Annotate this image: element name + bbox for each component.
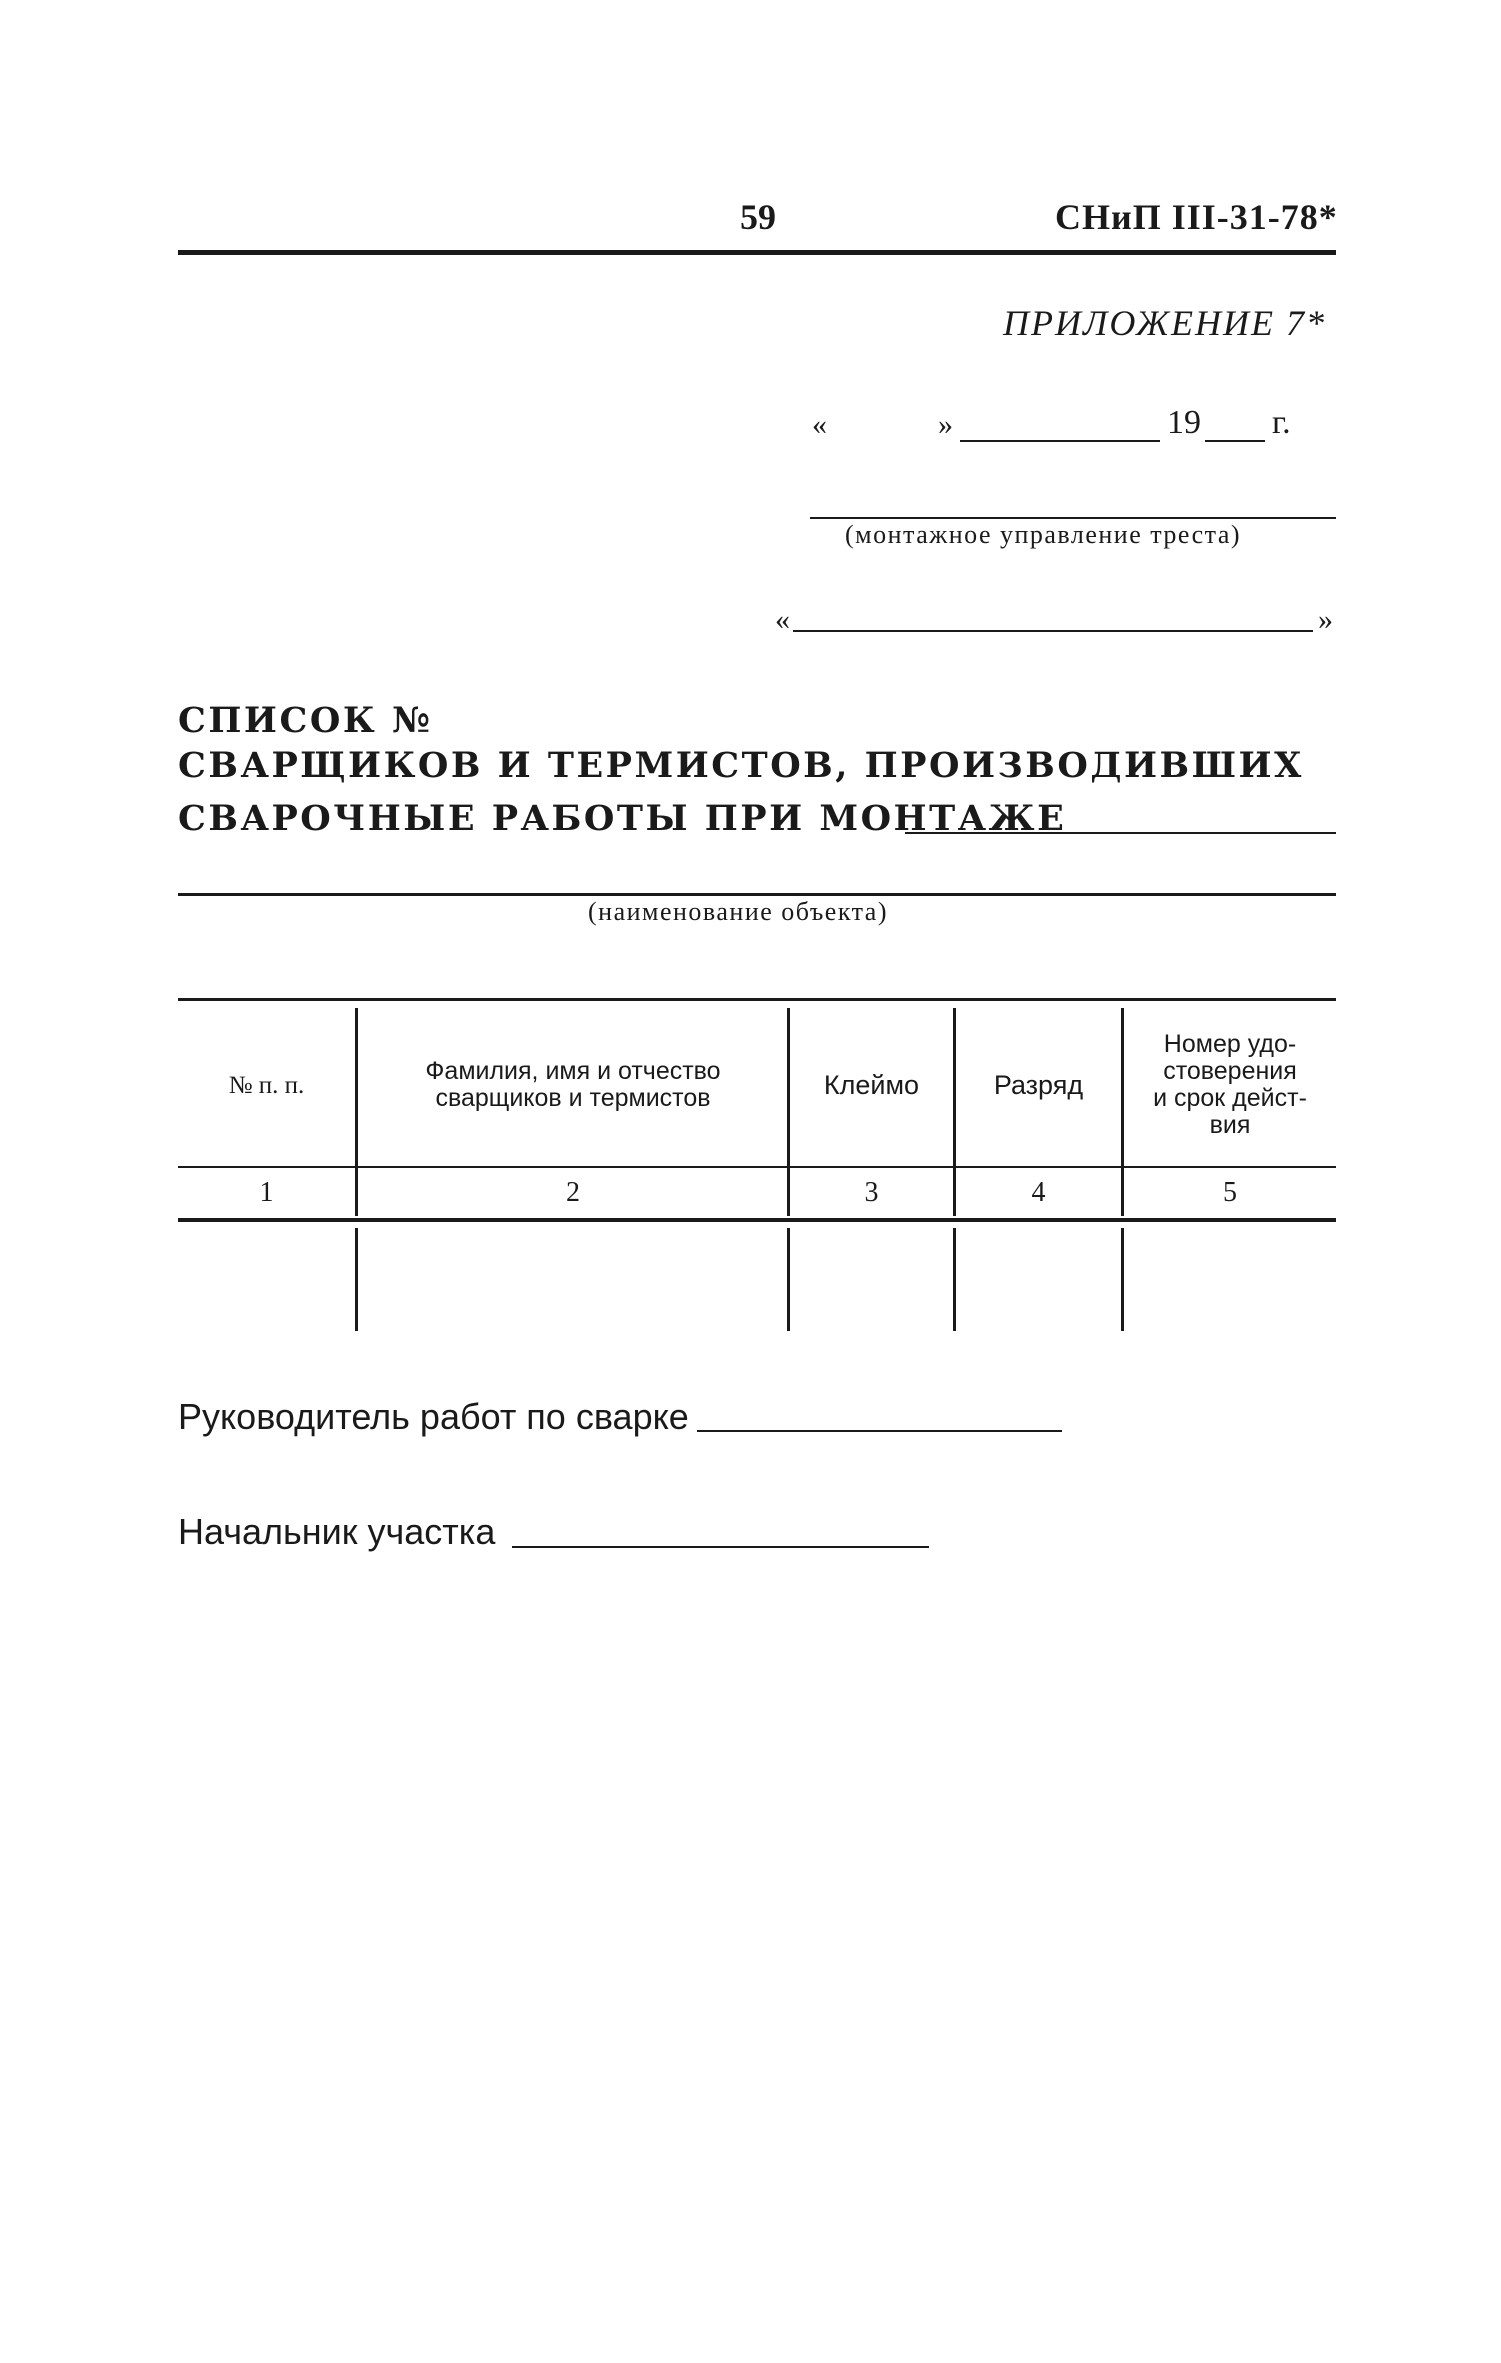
- date-close-quote: »: [938, 408, 953, 441]
- title-line-2: СВАРЩИКОВ И ТЕРМИСТОВ, ПРОИЗВОДИВШИХ: [178, 745, 1304, 786]
- column-number-5: 5: [1223, 1177, 1237, 1208]
- appendix-label: ПРИЛОЖЕНИЕ 7*: [1003, 303, 1326, 343]
- organization-blank[interactable]: [810, 517, 1336, 519]
- header-full-name: [358, 1005, 788, 1165]
- date-year-suffix: г.: [1272, 404, 1291, 441]
- header-certificate-line-3: и срок дейст-: [1153, 1084, 1307, 1112]
- trust-close-quote: »: [1318, 603, 1333, 636]
- table-body-divider-3: [953, 1228, 956, 1331]
- site-chief-label: Начальник участка: [178, 1511, 496, 1552]
- object-name-blank[interactable]: [178, 893, 1336, 896]
- table-numbers-rule: [178, 1218, 1336, 1222]
- column-number-2: 2: [566, 1177, 580, 1208]
- header-grade: Разряд: [993, 1069, 1084, 1100]
- column-number-4: 4: [1031, 1177, 1046, 1208]
- title-line-3: СВАРОЧНЫЕ РАБОТЫ ПРИ МОНТАЖЕ: [178, 798, 1067, 839]
- welding-manager-signature-line[interactable]: [697, 1430, 1062, 1432]
- welding-manager-label: Руководитель работ по сварке: [178, 1396, 689, 1437]
- header-full-name-line-2: сварщиков и термистов: [435, 1084, 711, 1112]
- trust-name-blank[interactable]: [793, 630, 1313, 632]
- column-number-3: 3: [864, 1177, 879, 1208]
- trust-open-quote: «: [775, 603, 790, 636]
- header-certificate-line-4: вия: [1209, 1111, 1251, 1139]
- header-stamp: Клеймо: [823, 1069, 920, 1100]
- table-body-divider-2: [787, 1228, 790, 1331]
- header-full-name-line-1: Фамилия, имя и отчество: [425, 1057, 721, 1085]
- date-open-quote: «: [812, 408, 827, 441]
- header-number: № п. п.: [228, 1071, 305, 1099]
- header-certificate-line-1: Номер удо-: [1163, 1030, 1297, 1058]
- table-body-divider-4: [1121, 1228, 1124, 1331]
- table-body-divider-1: [355, 1228, 358, 1331]
- table-top-rule: [178, 998, 1336, 1001]
- header-certificate: [1124, 1005, 1336, 1165]
- document-code: СНиП III-31-78*: [1055, 197, 1338, 237]
- table-header-rule: [178, 1166, 1336, 1168]
- object-caption: (наименование объекта): [588, 897, 889, 926]
- title-line-1: СПИСОК №: [178, 700, 433, 741]
- installation-object-blank[interactable]: [905, 832, 1336, 834]
- header-certificate-line-2: стоверения: [1163, 1057, 1297, 1085]
- column-number-1: 1: [259, 1177, 274, 1208]
- date-month-blank[interactable]: [960, 440, 1160, 442]
- site-chief-signature-line[interactable]: [512, 1546, 929, 1548]
- date-year-prefix: 19: [1167, 404, 1201, 441]
- page-number: 59: [740, 197, 776, 237]
- date-year-blank[interactable]: [1205, 440, 1265, 442]
- header-rule: [178, 250, 1336, 255]
- organization-caption: (монтажное управление треста): [845, 520, 1242, 549]
